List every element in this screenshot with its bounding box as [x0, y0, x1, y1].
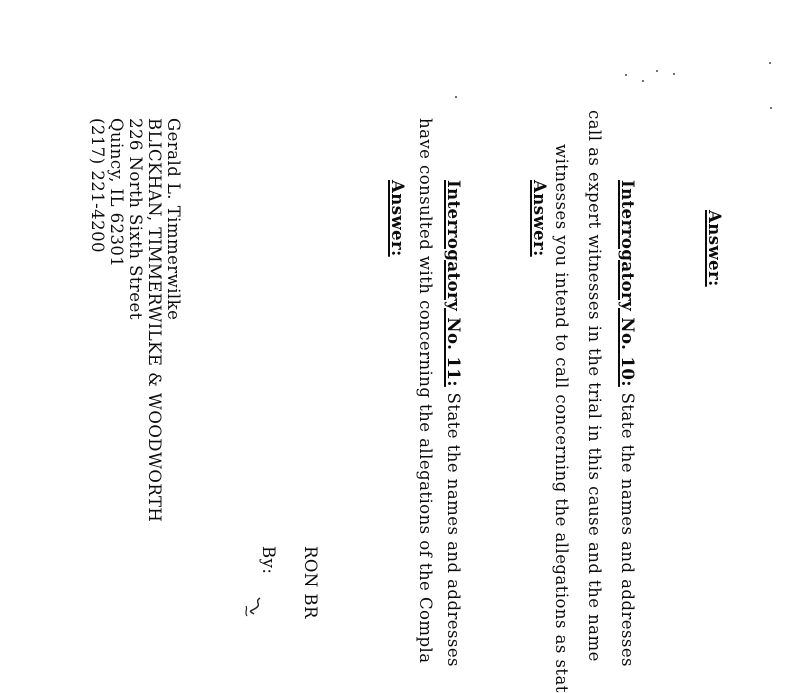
counsel-firm: BLICKHAN, TIMMERWILKE & WOODWORTH — [145, 118, 164, 523]
interrogatory-11-line-2: have consulted with concerning the allegations of the Compla — [416, 118, 435, 664]
answer-label: Answer: — [530, 180, 549, 257]
scan-speck — [455, 96, 457, 98]
interrogatory-10-text-1: State the names and addresses — [618, 392, 637, 667]
answer-label: Answer: — [388, 180, 407, 257]
interrogatory-11-heading: Interrogatory No. 11: — [444, 180, 463, 387]
counsel-name: Gerald L. Timmerwilke — [164, 118, 183, 321]
signature-by-label: By: — [259, 546, 278, 575]
interrogatory-10-heading: Interrogatory No. 10: — [618, 180, 637, 387]
interrogatory-10-line-1 — [619, 180, 636, 667]
interrogatory-11-text-1: State the names and addresses — [444, 392, 463, 667]
interrogatory-10-line-2: call as expert witnesses in the trial in this cause and the name — [585, 110, 604, 662]
scan-speck — [656, 70, 658, 72]
scan-speck — [770, 107, 772, 109]
scan-speck — [769, 62, 771, 64]
scan-speck — [642, 80, 644, 82]
interrogatory-10-line-3: witnesses you intend to call concerning the allegations as stat — [552, 144, 571, 693]
counsel-city: Quincy, IL 62301 — [107, 118, 126, 268]
interrogatory-11-line-1 — [445, 180, 462, 667]
signature-scribble — [240, 596, 266, 618]
counsel-phone: (217) 221-4200 — [88, 118, 107, 253]
scan-speck — [673, 73, 675, 75]
signature-firm-line: RON BR — [301, 546, 320, 619]
answer-label: Answer: — [705, 210, 724, 287]
scan-speck — [625, 74, 627, 76]
counsel-street: 226 North Sixth Street — [126, 118, 145, 320]
